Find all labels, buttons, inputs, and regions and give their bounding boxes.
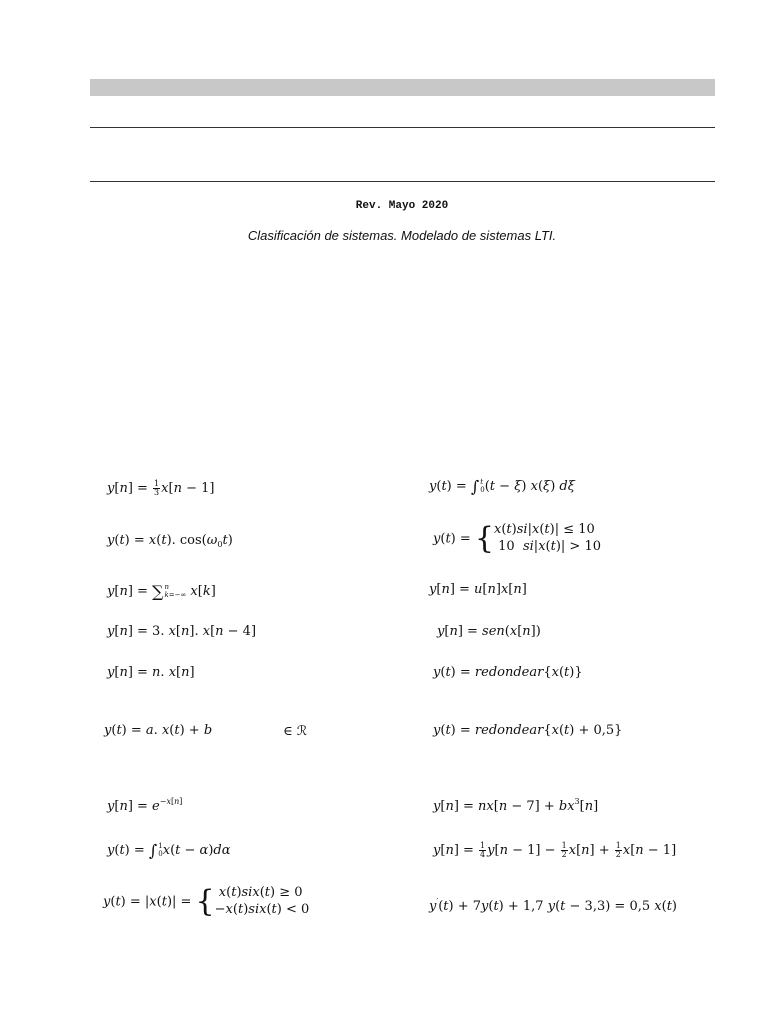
equation-7a: $y[n] = e^{-x[n]}$ [107,797,183,814]
equation-3b: y[n] = u[n]x[n] [429,582,527,597]
equation-8a: y(t) = ∫ 1 0 x(t − α)dα [107,840,231,860]
equation-7b: $y[n] = nx[n - 7] + bx^3[n]$ [433,797,599,814]
equation-1b: y(t) = ∫ t 0 (t − ξ) x(ξ) dξ [429,476,575,496]
equation-9a: y(t) = |x(t)| = { x(t)six(t) ≥ 0 −x(t)six(t) < 0 [103,883,310,919]
equation-4b: y[n] = sen(x[n]) [437,624,541,639]
document-subtitle: Clasificación de sistemas. Modelado de sistemas LTI. [247,228,557,243]
equation-5a: y[n] = n. x[n] [107,665,195,680]
equation-6a: y(t) = a. x(t) + b [104,723,213,738]
equation-2a: y(t) = x(t). $\cos(\omega_0t)$ [107,533,233,549]
header-rule-top [90,127,715,128]
equation-6b: y(t) = redondear{x(t) + 0,5} [433,723,623,738]
equation-9b: y′(t) + 7y(t) + 1,7 y(t − 3,3) = 0,5 x(t) [429,897,677,914]
equation-5b: y(t) = redondear{x(t)} [433,665,583,680]
revision-date: Rev. Mayo 2020 [355,200,449,212]
equation-4a: y[n] = 3. x[n]. x[n − 4] [107,624,257,639]
equation-8b: y[n] = $\frac{1}{4}$ y[n − 1] − $\frac{1}{2}$ x[n] + $\frac{1}{2}$ x[n − 1] [433,841,677,859]
equation-2b: y(t) = { x(t)si|x(t)| ≤ 10 10 si|x(t)| > 10 [433,520,601,556]
equation-1a: y[n] = $\frac{1}{3}$ x[n − 1] [107,479,215,497]
header-bar [90,79,715,96]
equation-3a: y[n] = ∑ n k=−∞ x[k] [107,581,216,601]
header-rule-bottom [90,181,715,182]
real-membership: ∈ ℛ [283,724,308,739]
